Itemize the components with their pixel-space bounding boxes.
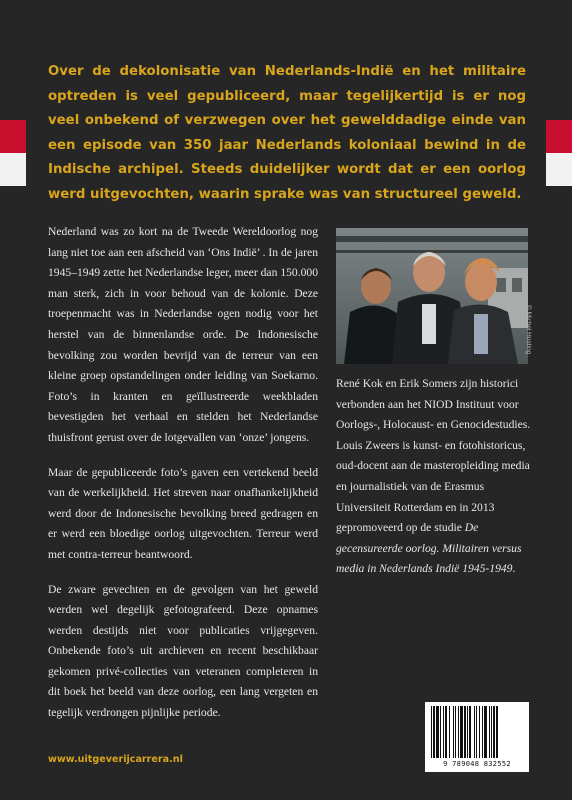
body-paragraph: Maar de gepubliceerde foto’s gaven een vertekend beeld van de werkelijkheid. Het streven naar onafhankelijkheid werd door de Indonesische bevolking breed gedragen en er werd een bloedige oorlog uitgevochten. Terreur werd met contra-terreur beantwoord. [48,465,318,561]
body-text [48,222,318,738]
bio-text: René Kok en Erik Somers zijn historici verbonden aan het [336,377,519,411]
publisher-website: www.uitgeverijcarrera.nl [48,754,183,765]
niod-abbreviation: NIOD [423,397,453,411]
barcode [425,702,529,772]
photo-credit: © Michel Hosting [525,305,532,355]
authors-photo [336,228,528,364]
authors-bio [336,374,536,580]
isbn-number: 9 789048 832552 [443,760,511,768]
flag-stripe-right [546,120,572,186]
body-paragraph: Nederland was zo kort na de Tweede Wereldoorlog nog lang niet toe aan een afscheid van ‘Ons Indië’ . In de jaren 1945–1949 zette het Nederlandse leger, meer dan 150.000 man sterk, zich in voor behoud van de kolonie. Deze troepenmacht was in Nederlandse ogen nodig voor het herstel van de binnenlandse orde. De Indonesische bevolking zou worden bevrijd van de terreur van een kleine groep opstandelingen onder leiding van Soekarno. Foto’s in kranten en geïllustreerde weekbladen bevestigden het verhaal en stelden het Nederlandse thuisfront gerust over de lotgevallen van ‘onze’ jongens. [48,225,318,444]
bio-end: . [512,562,516,576]
bio-text: Instituut voor Oorlogs-, Holocaust- en Genocidestudies. Louis Zweers is kunst- en fotohistoricus, oud-docent aan de masteropleiding media en journalistiek van de Erasmus Universiteit Rotterdam en in 2013 gepromoveerd op de studie [336,397,531,535]
thesis-title: De gecensureerde oorlog. Militairen versus media in Nederlands Indië 1945-1949 [336,521,522,576]
body-paragraph: De zware gevechten en de gevolgen van het geweld werden wel degelijk gefotografeerd. Deze opnames werden destijds niet voor publicaties vrijgegeven. Onbekende foto’s uit archieven en recent beschikbaar gekomen privé-collecties van veteranen completeren in dit boek het beeld van deze oorlog, een lang vergeten en tegelijk verdrongen pijnlijke periode. [48,582,318,720]
intro-text: Over de dekolonisatie van Nederlands-Indië en het militaire optreden is veel gepubliceerd, maar tegelijkertijd is er nog veel onbekend of verzwegen over het gewelddadige einde van een episode van 350 jaar Nederlands koloniaal bewind in de Indische archipel. Steeds duidelijker wordt dat er een oorlog werd uitgevochten, waarin sprake was van structureel geweld. [48,64,526,202]
flag-stripe-left [0,120,26,186]
